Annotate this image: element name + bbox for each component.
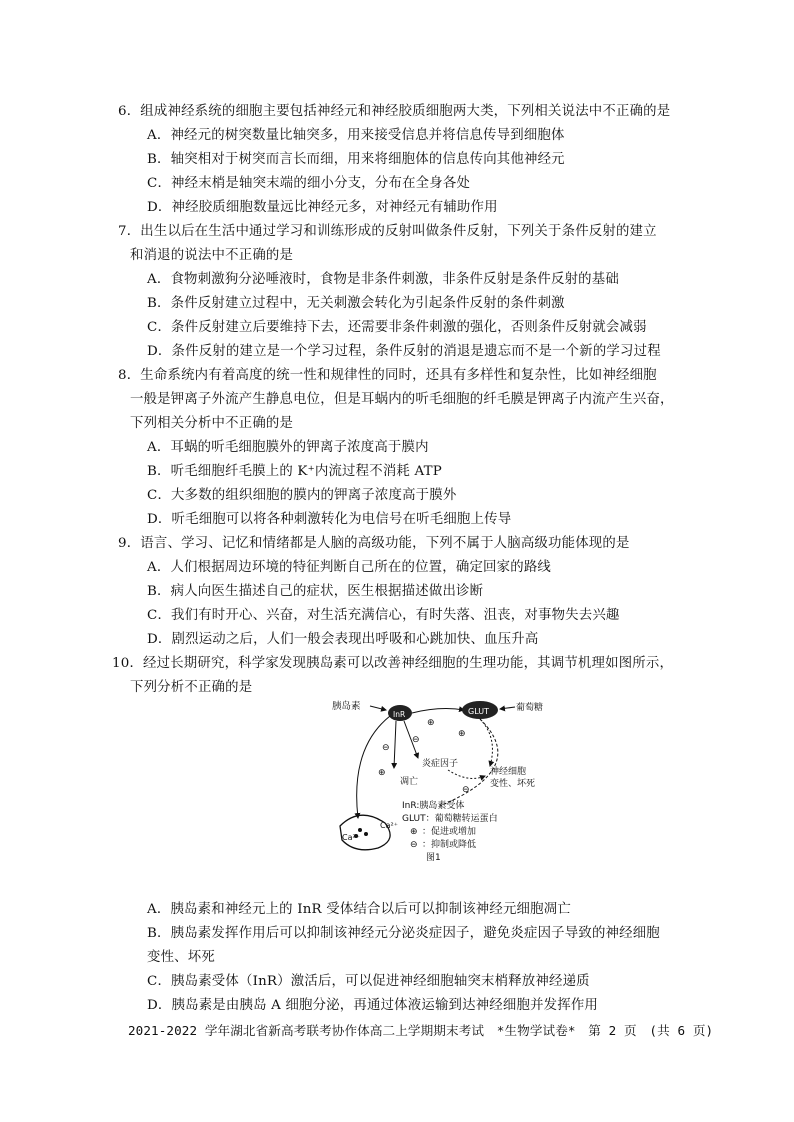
q9-option-b: B．病人向医生描述自己的症状，医生根据描述做出诊断: [147, 584, 484, 599]
q8-stem-cont-1: 一般是钾离子外流产生静息电位，但是耳蜗内的听毛细胞的纤毛膜是钾离子内流产生兴奋，: [130, 392, 674, 407]
legend-plus-symbol: ⊕: [410, 827, 418, 837]
q8-stem-cont-2: 下列相关分析中不正确的是: [130, 416, 294, 431]
label-ca-right: Ca²⁺: [380, 821, 398, 830]
q7-option-b: B．条件反射建立过程中，无关刺激会转化为引起条件反射的条件刺激: [147, 296, 565, 311]
q10-option-b: B．胰岛素发挥作用后可以抑制该神经元分泌炎症因子，避免炎症因子导致的神经细胞: [147, 926, 660, 941]
insulin-mechanism-diagram: [330, 688, 550, 888]
arrow-glucose-path: [480, 719, 492, 766]
q7-option-c: C．条件反射建立后要维持下去，还需要非条件刺激的强化，否则条件反射就会减弱: [147, 320, 647, 335]
label-inflammation: 炎症因子: [422, 759, 459, 769]
q8-option-a: A．耳蜗的听毛细胞膜外的钾离子浓度高于膜内: [147, 440, 429, 455]
label-apoptosis: 凋亡: [400, 777, 419, 787]
legend-minus: ：抑制或降低: [422, 840, 477, 850]
plus-sign-3: ⊕: [378, 768, 386, 778]
q6-option-a: A．神经元的树突数量比轴突多，用来接受信息并将信息传导到细胞体: [147, 128, 565, 143]
label-insulin: 胰岛素: [332, 701, 361, 712]
q7-stem: 7．出生以后在生活中通过学习和训练形成的反射叫做条件反射，下列关于条件反射的建立: [118, 224, 657, 239]
page-footer: 2021-2022 学年湖北省新高考联考协作体高二上学期期末考试 *生物学试卷* 第 2 页 (共 6 页): [128, 1023, 714, 1038]
q6-option-b: B．轴突相对于树突而言长而细，用来将细胞体的信息传向其他神经元: [147, 152, 565, 167]
plus-sign-2: ⊕: [458, 729, 466, 739]
arrow-inflammation-to-degeneration: [448, 770, 485, 778]
arrow-glucose-to-glut: [500, 707, 515, 709]
minus-sign-3: ⊖: [382, 743, 390, 753]
q9-option-d: D．剧烈运动之后，人们一般会表现出呼吸和心跳加快、血压升高: [147, 632, 539, 647]
q10-stem-cont: 下列分析不正确的是: [130, 680, 253, 695]
q10-option-d: D．胰岛素是由胰岛 A 细胞分泌，再通过体液运输到达神经细胞并发挥作用: [147, 998, 599, 1013]
q9-stem: 9．语言、学习、记忆和情绪都是人脑的高级功能，下列不属于人脑高级功能体现的是: [118, 536, 630, 551]
q10-option-c: C．胰岛素受体（InR）激活后，可以促进神经细胞轴突末梢释放神经递质: [147, 974, 590, 989]
q7-option-d: D．条件反射的建立是一个学习过程，条件反射的消退是遗忘而不是一个新的学习过程: [147, 344, 661, 359]
vesicle: [364, 832, 368, 836]
q7-stem-cont: 和消退的说法中不正确的是: [130, 248, 294, 263]
plus-sign-1: ⊕: [427, 718, 435, 728]
vesicle: [358, 828, 362, 832]
q6-stem: 6．组成神经系统的细胞主要包括神经元和神经胶质细胞两大类，下列相关说法中不正确的是: [118, 104, 671, 119]
q6-option-d: D．神经胶质细胞数量远比神经元多，对神经元有辅助作用: [147, 200, 498, 215]
q6-option-c: C．神经末梢是轴突末端的细小分支，分布在全身各处: [147, 176, 471, 191]
q10-stem: 10．经过长期研究，科学家发现胰岛素可以改善神经细胞的生理功能，其调节机理如图所示，: [112, 656, 674, 671]
minus-sign-2: ⊖: [462, 785, 470, 795]
label-glut: GLUT: [468, 707, 489, 716]
legend-plus: ：促进或增加: [422, 827, 477, 837]
q8-option-c: C．大多数的组织细胞的膜内的钾离子浓度高于膜外: [147, 488, 457, 503]
arrow-inr-to-apoptosis: [394, 721, 396, 768]
label-glucose: 葡萄糖: [516, 703, 544, 713]
q10-option-b-cont: 变性、坏死: [147, 950, 215, 965]
legend-minus-symbol: ⊖: [410, 840, 418, 850]
legend-glut: GLUT：葡萄糖转运蛋白: [402, 814, 498, 824]
q9-option-a: A．人们根据周边环境的特征判断自己所在的位置，确定回家的路线: [147, 560, 551, 575]
label-degeneration-2: 变性、坏死: [490, 779, 536, 789]
label-degeneration-1: 神经细胞: [490, 767, 527, 777]
q9-option-c: C．我们有时开心、兴奋，对生活充满信心，有时失落、沮丧，对事物失去兴趣: [147, 608, 620, 623]
minus-sign-1: ⊖: [412, 735, 420, 745]
q8-option-d: D．听毛细胞可以将各种刺激转化为电信号在听毛细胞上传导: [147, 512, 512, 527]
q10-option-a: A．胰岛素和神经元上的 InR 受体结合以后可以抑制该神经元细胞凋亡: [147, 902, 571, 917]
q7-option-a: A．食物刺激狗分泌唾液时，食物是非条件刺激，非条件反射是条件反射的基础: [147, 272, 619, 287]
figure-caption: 图1: [426, 853, 441, 863]
q8-stem: 8．生命系统内有着高度的统一性和规律性的同时，还具有多样性和复杂性，比如神经细胞: [118, 368, 657, 383]
label-ca-left: Ca²⁺: [342, 833, 360, 842]
arrow-insulin-to-inr: [370, 706, 386, 710]
arrow-inr-to-glut: [412, 709, 464, 713]
label-inr: InR: [393, 710, 406, 719]
legend-inr: InR:胰岛素受体: [402, 801, 465, 811]
q8-option-b: B．听毛细胞纤毛膜上的 K⁺内流过程不消耗 ATP: [147, 464, 442, 479]
arrow-inr-to-terminal: [357, 716, 390, 818]
